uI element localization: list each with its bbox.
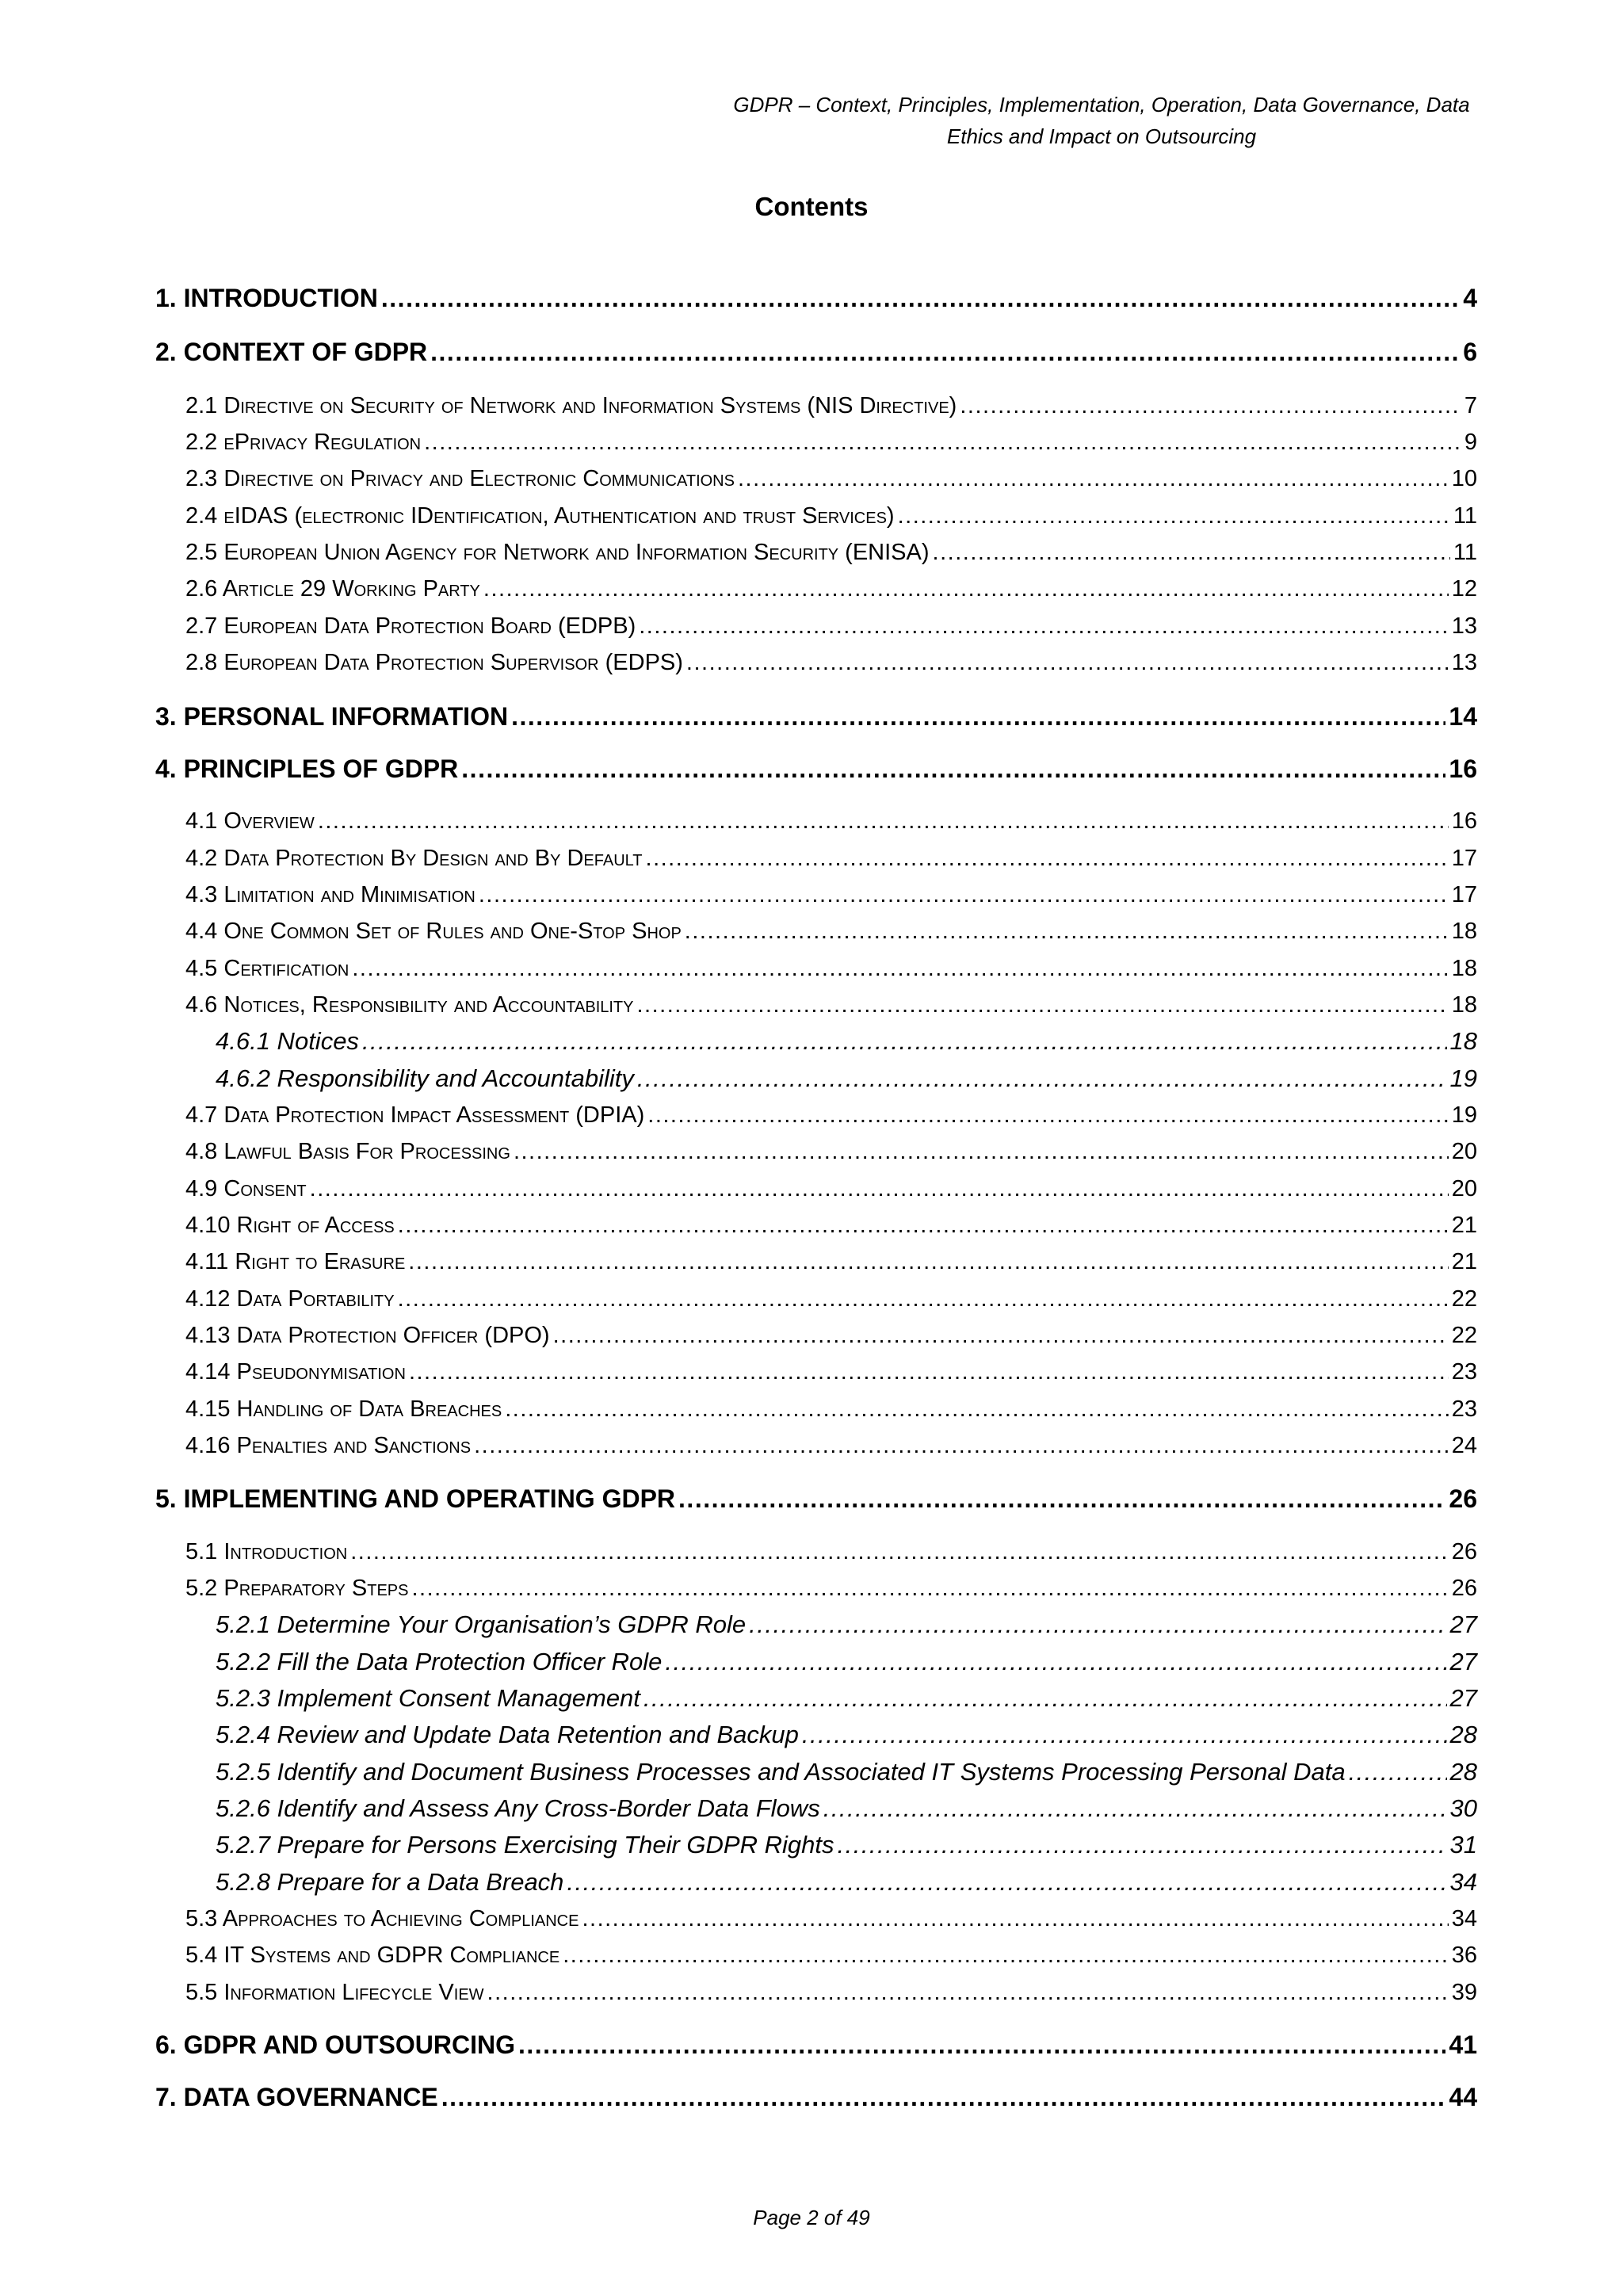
toc-entry-page-number: 11 [1453,503,1477,529]
toc-entry-level-2[interactable] [185,1283,1477,1315]
toc-entry-page-number: 41 [1449,2030,1477,2059]
toc-entry-level-3[interactable] [216,1718,1477,1752]
toc-entry-page-number: 12 [1451,576,1477,602]
toc-entry-label: 4.7 Data Protection Impact Assessment (DPIA) [185,1102,645,1128]
toc-entry-label: 2.4 eIDAS (electronic IDentification, Authentication and trust Services) [185,503,895,529]
toc-entry-level-2[interactable] [185,1903,1477,1935]
toc-entry-label: 4.4 One Common Set of Rules and One-Stop Shop [185,919,682,944]
toc-entry-label: 4.6 Notices, Responsibility and Accountability [185,992,634,1018]
toc-dot-leader [411,1572,1448,1604]
toc-entry-label: 5.2 Preparatory Steps [185,1576,409,1601]
toc-dot-leader [553,1320,1449,1351]
toc-entry-level-3[interactable] [216,1866,1477,1899]
toc-entry-page-number: 7 [1464,393,1477,418]
toc-entry-level-2[interactable] [185,1977,1477,2008]
toc-entry-page-number: 11 [1453,540,1477,565]
toc-entry-page-number: 31 [1449,1831,1477,1859]
toc-entry-level-2[interactable] [185,573,1477,605]
toc-dot-leader [582,1903,1448,1935]
toc-entry-label: 2.6 Article 29 Working Party [185,576,480,602]
toc-entry-label: 4.16 Penalties and Sanctions [185,1433,472,1458]
toc-dot-leader [563,1939,1449,1971]
toc-entry-level-2[interactable] [185,610,1477,642]
toc-entry-level-2[interactable] [185,1246,1477,1278]
toc-dot-leader [685,915,1449,947]
toc-entry-label: 2.3 Directive on Privacy and Electronic Communications [185,466,735,491]
toc-entry-level-2[interactable] [185,537,1477,568]
toc-entry-page-number: 21 [1451,1249,1477,1274]
toc-entry-page-number: 34 [1449,1868,1477,1896]
toc-entry-level-2[interactable] [185,842,1477,874]
toc-entry-level-1[interactable] [155,751,1477,786]
toc-dot-leader [646,842,1449,874]
toc-entry-label: 5.3 Approaches to Achieving Compliance [185,1906,579,1931]
toc-dot-leader [514,1136,1449,1167]
toc-entry-page-number: 22 [1451,1286,1477,1312]
toc-entry-page-number: 27 [1449,1648,1477,1675]
toc-entry-page-number: 26 [1449,1484,1477,1513]
toc-entry-page-number: 18 [1451,956,1477,981]
toc-entry-label: 5.2.7 Prepare for Persons Exercising Their GDPR Rights [216,1831,834,1859]
toc-entry-level-3[interactable] [216,1645,1477,1679]
toc-entry-level-2[interactable] [185,953,1477,984]
toc-entry-label: 2.2 ePrivacy Regulation [185,430,422,455]
toc-dot-leader [960,390,1461,422]
toc-entry-label: 5.1 Introduction [185,1539,348,1564]
toc-entry-page-number: 13 [1451,650,1477,675]
toc-entry-page-number: 23 [1451,1359,1477,1385]
toc-dot-leader [408,1246,1448,1278]
toc-dot-leader [802,1718,1447,1752]
toc-entry-level-2[interactable] [185,1209,1477,1241]
toc-dot-leader [837,1828,1446,1862]
toc-entry-page-number: 6 [1463,338,1477,366]
toc-entry-page-number: 21 [1451,1213,1477,1238]
toc-dot-leader [430,334,1460,369]
toc-entry-page-number: 30 [1449,1794,1477,1822]
toc-entry-level-1[interactable] [155,1481,1477,1516]
toc-entry-page-number: 18 [1451,919,1477,944]
toc-entry-label: 5. IMPLEMENTING AND OPERATING GDPR [155,1484,676,1513]
toc-entry-level-2[interactable] [185,989,1477,1021]
toc-dot-leader [474,1430,1449,1461]
toc-dot-leader [738,463,1449,495]
toc-entry-page-number: 13 [1451,613,1477,639]
toc-entry-page-number: 18 [1449,1027,1477,1055]
toc-entry-level-2[interactable] [185,1356,1477,1388]
toc-entry-label: 4.6.2 Responsibility and Accountability [216,1064,634,1092]
toc-entry-label: 4.15 Handling of Data Breaches [185,1396,502,1422]
toc-entry-level-2[interactable] [185,463,1477,495]
toc-dot-leader [647,1099,1448,1131]
toc-dot-leader [352,953,1448,984]
toc-entry-level-1[interactable] [155,281,1477,315]
toc-entry-label: 2.8 European Data Protection Supervisor (EDPS) [185,650,683,675]
toc-dot-leader [483,573,1449,605]
toc-entry-label: 5.2.1 Determine Your Organisation’s GDPR Role [216,1610,747,1638]
toc-entry-label: 4.2 Data Protection By Design and By Default [185,846,643,871]
toc-entry-label: 2.1 Directive on Security of Network and Information Systems (NIS Directive) [185,393,957,418]
toc-entry-page-number: 17 [1451,882,1477,907]
toc-entry-level-2[interactable] [185,1136,1477,1167]
running-header [555,89,1623,152]
toc-entry-level-2[interactable] [185,1320,1477,1351]
toc-entry-label: 4.12 Data Portability [185,1286,395,1312]
toc-entry-page-number: 19 [1451,1102,1477,1128]
toc-entry-page-number: 14 [1449,702,1477,731]
toc-entry-level-2[interactable] [185,1393,1477,1425]
toc-entry-page-number: 34 [1451,1906,1477,1931]
toc-entry-label: 2. CONTEXT OF GDPR [155,338,428,366]
running-header-line-2: Ethics and Impact on Outsourcing [946,124,1257,148]
toc-dot-leader [665,1645,1446,1679]
toc-dot-leader [643,1682,1447,1715]
toc-entry-level-2[interactable] [185,500,1477,532]
toc-entry-page-number: 26 [1451,1539,1477,1564]
toc-dot-leader [898,500,1450,532]
toc-entry-label: 4.5 Certification [185,956,349,981]
toc-entry-level-2[interactable] [185,915,1477,947]
toc-entry-page-number: 10 [1451,466,1477,491]
toc-entry-label: 2.5 European Union Agency for Network and Information Security (ENISA) [185,540,930,565]
toc-entry-label: 5.2.6 Identify and Assess Any Cross-Border Data Flows [216,1794,820,1822]
toc-entry-level-2[interactable] [185,390,1477,422]
toc-dot-leader [1349,1755,1447,1789]
toc-entry-level-2[interactable] [185,805,1477,837]
toc-entry-level-3[interactable] [216,1755,1477,1789]
toc-entry-level-2[interactable] [185,426,1477,458]
toc-entry-page-number: 19 [1449,1064,1477,1092]
toc-entry-page-number: 27 [1449,1684,1477,1712]
toc-entry-page-number: 17 [1451,846,1477,871]
toc-entry-level-2[interactable] [185,879,1477,911]
toc-entry-label: 4.3 Limitation and Minimisation [185,882,475,907]
toc-dot-leader [637,989,1449,1021]
toc-entry-page-number: 23 [1451,1396,1477,1422]
toc-entry-label: 5.2.2 Fill the Data Protection Officer Role [216,1648,663,1675]
toc-entry-label: 2.7 European Data Protection Board (EDPB) [185,613,636,639]
toc-dot-leader [487,1977,1449,2008]
toc-entry-level-3[interactable] [216,1062,1477,1095]
toc-dot-leader [362,1025,1447,1058]
toc-dot-leader [310,1173,1449,1205]
toc-entry-level-2[interactable] [185,1939,1477,1971]
toc-dot-leader [441,2080,1446,2115]
toc-entry-page-number: 28 [1449,1758,1477,1786]
toc-entry-level-2[interactable] [185,1536,1477,1568]
toc-entry-label: 5.2.3 Implement Consent Management [216,1684,640,1712]
toc-entry-page-number: 24 [1451,1433,1477,1458]
toc-dot-leader [398,1209,1449,1241]
toc-dot-leader [639,610,1448,642]
toc-dot-leader [518,2027,1445,2062]
toc-entry-level-2[interactable] [185,647,1477,678]
toc-dot-leader [678,1481,1445,1516]
toc-dot-leader [318,805,1449,837]
toc-entry-page-number: 27 [1449,1610,1477,1638]
toc-dot-leader [479,879,1449,911]
toc-entry-level-1[interactable] [155,2080,1477,2115]
toc-entry-level-2[interactable] [185,1173,1477,1205]
toc-entry-label: 5.5 Information Lifecycle View [185,1980,484,2005]
toc-dot-leader [823,1792,1447,1825]
toc-entry-level-3[interactable] [216,1025,1477,1058]
toc-entry-label: 4.11 Right to Erasure [185,1249,406,1274]
toc-entry-level-3[interactable] [216,1682,1477,1715]
toc-dot-leader [637,1062,1447,1095]
toc-entry-page-number: 20 [1451,1139,1477,1164]
toc-entry-level-3[interactable] [216,1792,1477,1825]
toc-entry-page-number: 44 [1449,2083,1477,2111]
toc-dot-leader [409,1356,1449,1388]
toc-entry-label: 3. PERSONAL INFORMATION [155,702,509,731]
toc-entry-page-number: 20 [1451,1176,1477,1201]
toc-entry-level-2[interactable] [185,1572,1477,1604]
toc-entry-label: 4.6.1 Notices [216,1027,359,1055]
toc-entry-page-number: 39 [1451,1980,1477,2005]
toc-entry-label: 4. PRINCIPLES OF GDPR [155,755,459,783]
toc-entry-page-number: 22 [1451,1323,1477,1348]
toc-entry-page-number: 28 [1449,1721,1477,1748]
running-header-line-1: GDPR – Context, Principles, Implementation, Operation, Data Governance, Data [733,93,1470,117]
toc-entry-level-1[interactable] [155,334,1477,369]
toc-entry-level-3[interactable] [216,1828,1477,1862]
toc-entry-label: 5.2.4 Review and Update Data Retention and Backup [216,1721,799,1748]
toc-entry-page-number: 16 [1451,808,1477,834]
toc-entry-label: 4.10 Right of Access [185,1213,395,1238]
toc-entry-label: 5.2.8 Prepare for a Data Breach [216,1868,564,1896]
toc-entry-page-number: 26 [1451,1576,1477,1601]
toc-dot-leader [749,1608,1446,1641]
toc-dot-leader [686,647,1449,678]
toc-dot-leader [424,426,1461,458]
toc-entry-level-1[interactable] [155,2027,1477,2062]
toc-entry-page-number: 18 [1451,992,1477,1018]
toc-entry-label: 4.9 Consent [185,1176,307,1201]
toc-entry-page-number: 9 [1464,430,1477,455]
toc-dot-leader [511,699,1445,734]
toc-entry-label: 4.1 Overview [185,808,315,834]
contents-title: Contents [754,192,869,221]
toc-dot-leader [350,1536,1449,1568]
toc-dot-leader [567,1866,1446,1899]
toc-dot-leader [381,281,1460,315]
toc-entry-label: 6. GDPR AND OUTSOURCING [155,2030,515,2059]
toc-entry-label: 4.8 Lawful Basis For Processing [185,1139,510,1164]
toc-entry-label: 4.13 Data Protection Officer (DPO) [185,1323,550,1348]
page-number-footer: Page 2 of 49 [753,2206,870,2229]
toc-dot-leader [461,751,1445,786]
toc-entry-label: 5.4 IT Systems and GDPR Compliance [185,1943,560,1968]
toc-entry-level-1[interactable] [155,699,1477,734]
toc-entry-label: 5.2.5 Identify and Document Business Processes and Associated IT Systems Processing Personal Data [216,1758,1346,1786]
toc-entry-page-number: 36 [1451,1943,1477,1968]
toc-entry-level-2[interactable] [185,1430,1477,1461]
toc-entry-page-number: 16 [1449,755,1477,783]
toc-entry-label: 4.14 Pseudonymisation [185,1359,406,1385]
toc-dot-leader [505,1393,1449,1425]
toc-dot-leader [398,1283,1449,1315]
toc-dot-leader [933,537,1450,568]
toc-entry-page-number: 4 [1463,284,1477,312]
toc-entry-level-2[interactable] [185,1099,1477,1131]
toc-entry-level-3[interactable] [216,1608,1477,1641]
toc-entry-label: 7. DATA GOVERNANCE [155,2083,438,2111]
toc-entry-label: 1. INTRODUCTION [155,284,378,312]
